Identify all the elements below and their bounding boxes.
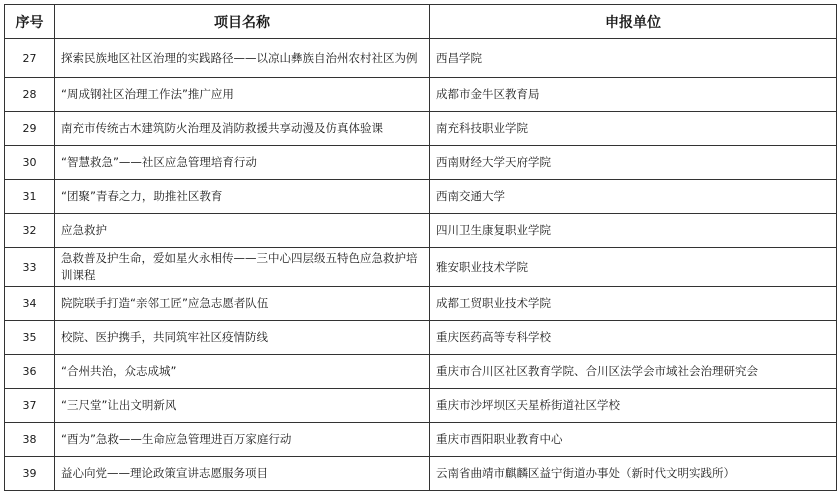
project-name-cell: “三尺堂”让出文明新风 — [55, 389, 430, 423]
serial-cell: 35 — [5, 321, 55, 355]
serial-cell: 38 — [5, 423, 55, 457]
serial-cell: 36 — [5, 355, 55, 389]
applicant-unit-cell: 重庆市酉阳职业教育中心 — [430, 423, 837, 457]
project-table — [4, 4, 837, 491]
applicant-unit-cell: 成都市金牛区教育局 — [430, 78, 837, 112]
project-name-cell: 急救普及护生命，爱如星火永相传——三中心四层级五特色应急救护培训课程 — [55, 248, 430, 287]
project-name-cell: 益心向党——理论政策宣讲志愿服务项目 — [55, 457, 430, 491]
serial-cell: 34 — [5, 287, 55, 321]
table-row — [5, 287, 837, 321]
applicant-unit-cell: 重庆市合川区社区教育学院、合川区法学会市域社会治理研究会 — [430, 355, 837, 389]
project-name-cell: “团聚”青春之力，助推社区教育 — [55, 180, 430, 214]
table-row — [5, 423, 837, 457]
applicant-unit-cell: 南充科技职业学院 — [430, 112, 837, 146]
table-body — [5, 39, 837, 491]
table-row — [5, 248, 837, 287]
project-name-cell: “酉为”急救——生命应急管理进百万家庭行动 — [55, 423, 430, 457]
header-serial: 序号 — [5, 5, 55, 39]
project-name-cell: 校院、医护携手，共同筑牢社区疫情防线 — [55, 321, 430, 355]
project-name-cell: “合州共治，众志成城” — [55, 355, 430, 389]
applicant-unit-cell: 成都工贸职业技术学院 — [430, 287, 837, 321]
serial-cell: 31 — [5, 180, 55, 214]
project-name-cell: 探索民族地区社区治理的实践路径——以凉山彝族自治州农村社区为例 — [55, 39, 430, 78]
project-name-cell: 应急救护 — [55, 214, 430, 248]
applicant-unit-cell: 雅安职业技术学院 — [430, 248, 837, 287]
applicant-unit-cell: 西南财经大学天府学院 — [430, 146, 837, 180]
project-name-cell: “周成钢社区治理工作法”推广应用 — [55, 78, 430, 112]
table-row — [5, 180, 837, 214]
applicant-unit-cell: 云南省曲靖市麒麟区益宁街道办事处（新时代文明实践所） — [430, 457, 837, 491]
table-row — [5, 78, 837, 112]
project-name-cell: 院院联手打造“亲邻工匠”应急志愿者队伍 — [55, 287, 430, 321]
applicant-unit-cell: 四川卫生康复职业学院 — [430, 214, 837, 248]
table-row — [5, 355, 837, 389]
table-row — [5, 112, 837, 146]
header-applicant-unit: 申报单位 — [430, 5, 837, 39]
applicant-unit-cell: 重庆医药高等专科学校 — [430, 321, 837, 355]
serial-cell: 39 — [5, 457, 55, 491]
serial-cell: 37 — [5, 389, 55, 423]
table-row — [5, 457, 837, 491]
table-header-row — [5, 5, 837, 39]
serial-cell: 30 — [5, 146, 55, 180]
applicant-unit-cell: 西昌学院 — [430, 39, 837, 78]
table-row — [5, 389, 837, 423]
serial-cell: 29 — [5, 112, 55, 146]
serial-cell: 32 — [5, 214, 55, 248]
serial-cell: 33 — [5, 248, 55, 287]
applicant-unit-cell: 西南交通大学 — [430, 180, 837, 214]
project-name-cell: 南充市传统古木建筑防火治理及消防救援共享动漫及仿真体验课 — [55, 112, 430, 146]
table-row — [5, 39, 837, 78]
serial-cell: 27 — [5, 39, 55, 78]
project-name-cell: “智慧救急”——社区应急管理培育行动 — [55, 146, 430, 180]
header-project-name: 项目名称 — [55, 5, 430, 39]
applicant-unit-cell: 重庆市沙坪坝区天星桥街道社区学校 — [430, 389, 837, 423]
table-row — [5, 146, 837, 180]
serial-cell: 28 — [5, 78, 55, 112]
table-row — [5, 214, 837, 248]
table-row — [5, 321, 837, 355]
